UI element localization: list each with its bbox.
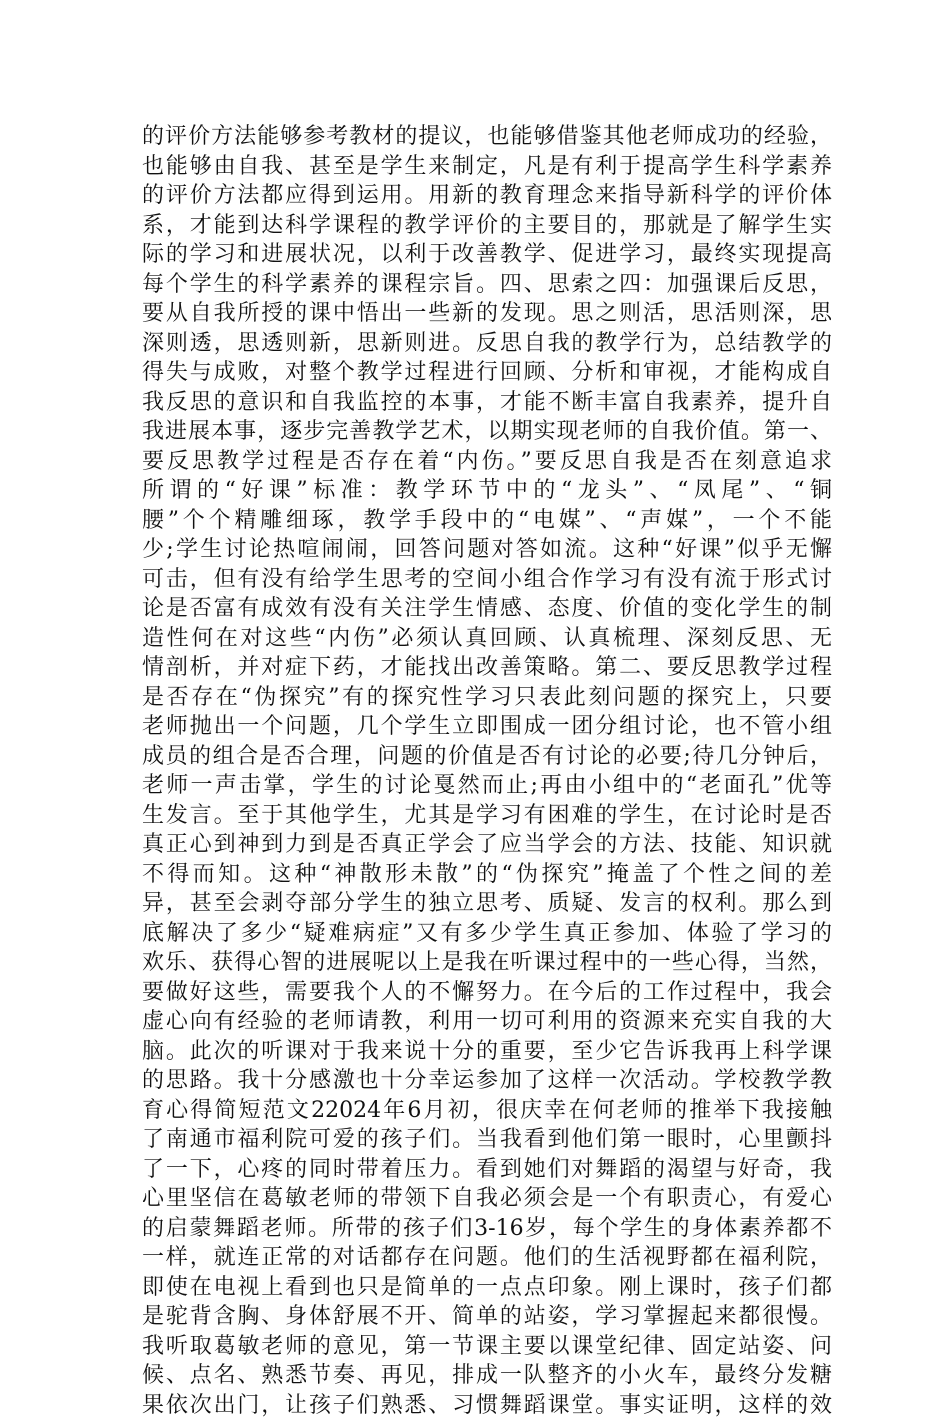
text-line: 即使在电视上看到也只是简单的一点点印象。刚上课时，孩子们都 bbox=[142, 1273, 832, 1303]
text-line: 候、点名、熟悉节奏、再见，排成一队整齐的小火车，最终分发糖 bbox=[142, 1361, 832, 1391]
text-line: 腰”个个精雕细琢，教学手段中的“电媒”、“声媒”，一个不能 bbox=[142, 506, 832, 536]
text-line: 我听取葛敏老师的意见，第一节课主要以课堂纪律、固定站姿、问 bbox=[142, 1332, 832, 1362]
text-line: 是驼背含胸、身体舒展不开、简单的站姿，学习掌握起来都很慢。 bbox=[142, 1302, 832, 1332]
text-line: 每个学生的科学素养的课程宗旨。四、思索之四：加强课后反思， bbox=[142, 270, 832, 300]
text-line: 真正心到神到力到是否真正学会了应当学会的方法、技能、知识就 bbox=[142, 830, 832, 860]
text-line: 造性何在对这些“内伤”必须认真回顾、认真梳理、深刻反思、无 bbox=[142, 624, 832, 654]
text-line: 要从自我所授的课中悟出一些新的发现。思之则活，思活则深，思 bbox=[142, 299, 832, 329]
text-line: 情剖析，并对症下药，才能找出改善策略。第二、要反思教学过程 bbox=[142, 653, 832, 683]
text-line: 的启蒙舞蹈老师。所带的孩子们3-16岁，每个学生的身体素养都不 bbox=[142, 1214, 832, 1244]
text-line: 我反思的意识和自我监控的本事，才能不断丰富自我素养，提升自 bbox=[142, 388, 832, 418]
text-line: 可击，但有没有给学生思考的空间小组合作学习有没有流于形式讨 bbox=[142, 565, 832, 595]
text-line: 异，甚至会剥夺部分学生的独立思考、质疑、发言的权利。那么到 bbox=[142, 889, 832, 919]
text-line: 生发言。至于其他学生，尤其是学习有困难的学生，在讨论时是否 bbox=[142, 801, 832, 831]
text-line: 所谓的“好课”标准：教学环节中的“龙头”、“凤尾”、“铜 bbox=[142, 476, 832, 506]
text-line: 的思路。我十分感激也十分幸运参加了这样一次活动。学校教学教 bbox=[142, 1066, 832, 1096]
text-line: 心里坚信在葛敏老师的带领下自我必须会是一个有职责心，有爱心 bbox=[142, 1184, 832, 1214]
text-line: 一样，就连正常的对话都存在问题。他们的生活视野都在福利院， bbox=[142, 1243, 832, 1273]
text-line: 老师一声击掌，学生的讨论戛然而止;再由小组中的“老面孔”优等 bbox=[142, 771, 832, 801]
text-line: 深则透，思透则新，思新则进。反思自我的教学行为，总结教学的 bbox=[142, 329, 832, 359]
text-line: 成员的组合是否合理，问题的价值是否有讨论的必要;待几分钟后， bbox=[142, 742, 832, 772]
text-line: 果依次出门，让孩子们熟悉、习惯舞蹈课堂。事实证明，这样的效 bbox=[142, 1391, 832, 1420]
text-line: 不得而知。这种“神散形未散”的“伪探究”掩盖了个性之间的差 bbox=[142, 860, 832, 890]
text-line: 际的学习和进展状况，以利于改善教学、促进学习，最终实现提高 bbox=[142, 240, 832, 270]
text-line: 要做好这些，需要我个人的不懈努力。在今后的工作过程中，我会 bbox=[142, 978, 832, 1008]
text-line: 了南通市福利院可爱的孩子们。当我看到他们第一眼时，心里颤抖 bbox=[142, 1125, 832, 1155]
text-line: 育心得简短范文22024年6月初，很庆幸在何老师的推举下我接触 bbox=[142, 1096, 832, 1126]
text-line: 的评价方法都应得到运用。用新的教育理念来指导新科学的评价体 bbox=[142, 181, 832, 211]
text-line: 的评价方法能够参考教材的提议，也能够借鉴其他老师成功的经验， bbox=[142, 122, 832, 152]
text-line: 少;学生讨论热喧闹闹，回答问题对答如流。这种“好课”似乎无懈 bbox=[142, 535, 832, 565]
text-line: 也能够由自我、甚至是学生来制定，凡是有利于提高学生科学素养 bbox=[142, 152, 832, 182]
text-line: 虚心向有经验的老师请教，利用一切可利用的资源来充实自我的大 bbox=[142, 1007, 832, 1037]
text-line: 得失与成败，对整个教学过程进行回顾、分析和审视，才能构成自 bbox=[142, 358, 832, 388]
text-line: 欢乐、获得心智的进展呢以上是我在听课过程中的一些心得，当然， bbox=[142, 948, 832, 978]
text-line: 底解决了多少“疑难病症”又有多少学生真正参加、体验了学习的 bbox=[142, 919, 832, 949]
text-line: 了一下，心疼的同时带着压力。看到她们对舞蹈的渴望与好奇，我 bbox=[142, 1155, 832, 1185]
body-text bbox=[142, 122, 832, 1420]
text-line: 要反思教学过程是否存在着“内伤。”要反思自我是否在刻意追求 bbox=[142, 447, 832, 477]
text-line: 脑。此次的听课对于我来说十分的重要，至少它告诉我再上科学课 bbox=[142, 1037, 832, 1067]
text-line: 论是否富有成效有没有关注学生情感、态度、价值的变化学生的制 bbox=[142, 594, 832, 624]
text-line: 系，才能到达科学课程的教学评价的主要目的，那就是了解学生实 bbox=[142, 211, 832, 241]
text-line: 老师抛出一个问题，几个学生立即围成一团分组讨论，也不管小组 bbox=[142, 712, 832, 742]
text-line: 是否存在“伪探究”有的探究性学习只表此刻问题的探究上，只要 bbox=[142, 683, 832, 713]
text-line: 我进展本事，逐步完善教学艺术，以期实现老师的自我价值。第一、 bbox=[142, 417, 832, 447]
